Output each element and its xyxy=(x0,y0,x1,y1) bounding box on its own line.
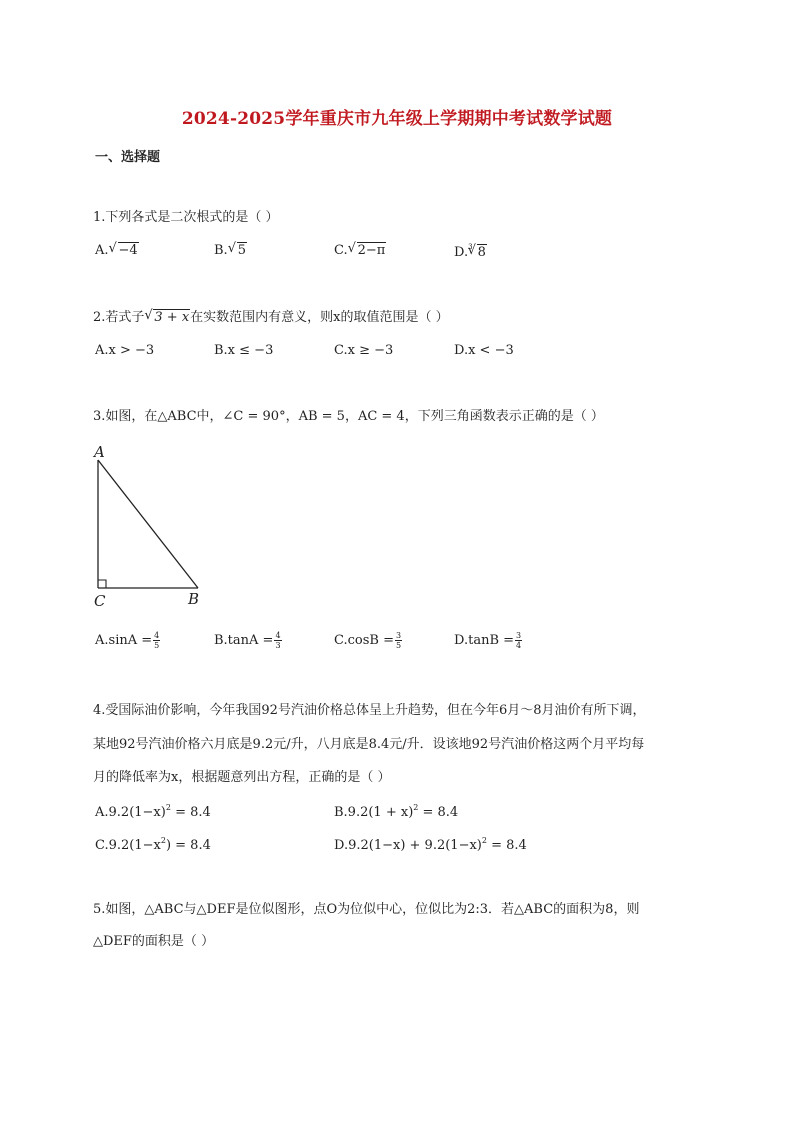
section-heading: 一、选择题 xyxy=(95,150,161,165)
q2-option-c: C.x ≥ −3 xyxy=(334,343,394,358)
q2-option-b: B.x ≤ −3 xyxy=(214,343,274,358)
q4-option-a: $A.9.2(1-x)^2 = 8.4$ xyxy=(95,803,211,820)
q4-option-b: $B.9.2(1 + x)^2 = 8.4$ xyxy=(334,803,459,820)
vertex-label-c: C xyxy=(94,592,106,610)
q3-stem: 3.如图，在△ABC中，∠C = 90°，AB = 5，AC = 4，下列三角函数表示正确的是（ ） xyxy=(93,409,604,424)
q1-b-radicand: 5 xyxy=(237,243,246,258)
q3-option-d: D.tanB = $\frac{3}{4}$ xyxy=(454,631,522,650)
q1-stem: 1.下列各式是二次根式的是（ ） xyxy=(93,210,279,225)
q5-stem-line-1: 5.如图，△ABC与△DEF是位似图形，点O为位似中心，位似比为2:3．若△ABC的面积为8，则 xyxy=(93,902,640,917)
q4-option-c: $C.9.2(1-x^2) = 8.4$ xyxy=(95,836,211,853)
q3-option-b: B.tanA = $\frac{4}{3}$ xyxy=(214,631,281,650)
q1-d-radicand: 8 xyxy=(477,245,486,260)
q1-option-a: A.√ −4 xyxy=(95,243,139,258)
right-angle-mark xyxy=(98,580,106,588)
vertex-label-b: B xyxy=(188,590,200,608)
q5-stem-line-2: △DEF的面积是（ ） xyxy=(93,934,215,949)
q3-triangle-figure xyxy=(88,440,218,615)
vertex-label-a: A xyxy=(94,443,105,461)
q1-d-index: 3 xyxy=(468,243,473,251)
q4-stem-line-3: 月的降低率为x，根据题意列出方程，正确的是（ ） xyxy=(93,770,391,785)
q2-stem: 2.若式子√ 3 + x在实数范围内有意义，则x的取值范围是（ ） xyxy=(93,308,449,328)
q2-radicand: 3 + x xyxy=(154,310,190,325)
q1-a-radicand: −4 xyxy=(118,243,138,258)
q3-option-a: A.sinA = $\frac{4}{5}$ xyxy=(95,631,160,650)
q3-option-c: C.cosB = $\frac{3}{5}$ xyxy=(334,631,402,650)
q4-stem-line-1: 4.受国际油价影响，今年我国92号汽油价格总体呈上升趋势，但在今年6月～8月油价有所下调， xyxy=(93,703,646,718)
q2-option-d: D.x < −3 xyxy=(454,343,514,358)
page-title: 2024-2025学年重庆市九年级上学期期中考试数学试题 xyxy=(181,109,613,129)
q2-option-a: A.x > −3 xyxy=(95,343,155,358)
side-ab xyxy=(98,460,198,588)
q1-c-radicand: 2−π xyxy=(357,243,386,258)
q4-option-d: $D.9.2(1-x) + 9.2(1-x)^2 = 8.4$ xyxy=(334,836,527,853)
q1-option-b: B.√ 5 xyxy=(214,243,247,258)
q1-option-c: C.√ 2−π xyxy=(334,243,386,258)
q4-stem-line-2: 某地92号汽油价格六月底是9.2元/升，八月底是8.4元/升．设该地92号汽油价格这两个月平均每 xyxy=(93,737,645,752)
q1-option-d: D.$^3$√ 8 xyxy=(454,243,487,260)
